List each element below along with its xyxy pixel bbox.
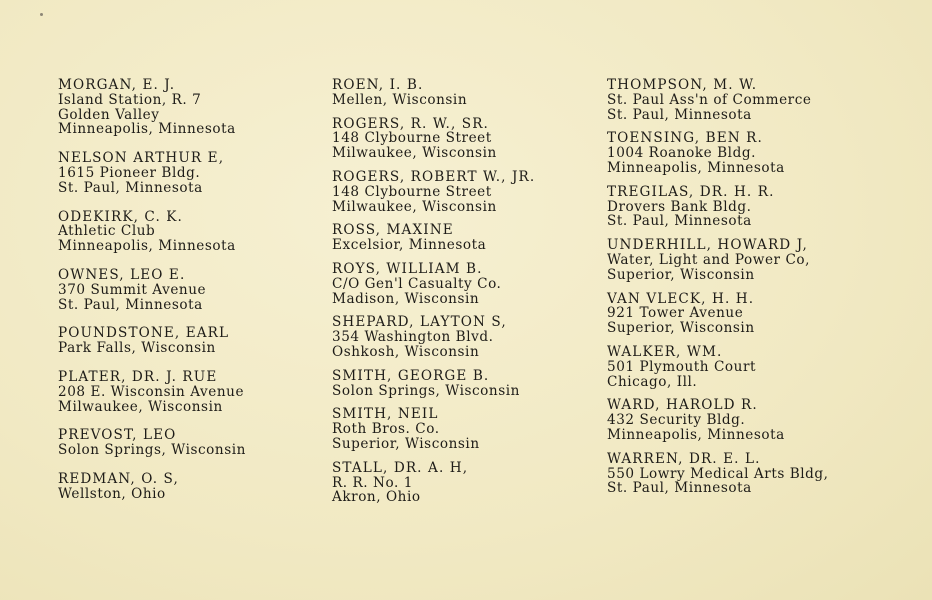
entry-name: REDMAN, O. S, xyxy=(58,470,179,487)
entry-address-line: 370 Summit Avenue xyxy=(58,281,207,298)
directory-entry xyxy=(58,326,246,356)
directory-entry xyxy=(607,185,829,229)
directory-entry xyxy=(607,78,829,122)
directory-entry xyxy=(607,345,829,389)
entry-address-line: St. Paul Ass'n of Commerce xyxy=(607,91,812,108)
entry-address-line: Mellen, Wisconsin xyxy=(332,91,468,108)
entry-address-line: St. Paul, Minnesota xyxy=(58,296,203,313)
entry-address-line: 354 Washington Blvd. xyxy=(332,329,494,346)
entry-address-line: St. Paul, Minnesota xyxy=(607,480,752,497)
entry-address-line: Milwaukee, Wisconsin xyxy=(332,198,497,215)
directory-entry xyxy=(332,262,535,306)
entry-address-line: Chicago, Ill. xyxy=(607,373,698,390)
entry-address-line: St. Paul, Minnesota xyxy=(607,106,752,123)
entry-address-line: 208 E. Wisconsin Avenue xyxy=(58,383,245,400)
entry-address-line: St. Paul, Minnesota xyxy=(607,213,752,230)
directory-entry xyxy=(332,315,535,359)
directory-column-1 xyxy=(58,78,246,516)
entry-name: POUNDSTONE, EARL xyxy=(58,325,230,342)
entry-address-line: Minneapolis, Minnesota xyxy=(58,121,236,138)
entry-name: ROGERS, ROBERT W., JR. xyxy=(332,168,536,185)
entry-address-line: Minneapolis, Minnesota xyxy=(607,159,785,176)
entry-address-line: Solon Springs, Wisconsin xyxy=(58,442,246,459)
entry-address-line: 148 Clybourne Street xyxy=(332,130,492,147)
entry-address-line: Superior, Wisconsin xyxy=(607,320,755,337)
entry-name: OWNES, LEO E. xyxy=(58,266,186,283)
directory-entry xyxy=(58,428,246,458)
entry-name: SHEPARD, LAYTON S, xyxy=(332,314,507,331)
directory-entry xyxy=(332,78,535,108)
entry-name: ROGERS, R. W., SR. xyxy=(332,115,489,132)
entry-name: ROSS, MAXINE xyxy=(332,222,454,239)
entry-address-line: Roth Bros. Co. xyxy=(332,421,440,438)
entry-name: PREVOST, LEO xyxy=(58,427,177,444)
entry-name: UNDERHILL, HOWARD J, xyxy=(607,237,808,254)
entry-address-line: C/O Gen'l Casualty Co. xyxy=(332,275,502,292)
directory-entry xyxy=(58,472,246,502)
directory-entry xyxy=(58,210,246,254)
entry-name: VAN VLECK, H. H. xyxy=(607,290,755,307)
entry-name: WARD, HAROLD R. xyxy=(607,397,758,414)
entry-address-line: 921 Tower Avenue xyxy=(607,305,744,322)
entry-address-line: Madison, Wisconsin xyxy=(332,290,480,307)
entry-name: TREGILAS, DR. H. R. xyxy=(607,183,775,200)
entry-name: WALKER, WM. xyxy=(607,343,723,360)
entry-address-line: Golden Valley xyxy=(58,106,160,123)
directory-entry xyxy=(332,369,535,399)
entry-address-line: Superior, Wisconsin xyxy=(332,435,480,452)
entry-name: SMITH, NEIL xyxy=(332,406,439,423)
entry-address-line: Water, Light and Power Co, xyxy=(607,251,811,268)
entry-address-line: Athletic Club xyxy=(58,223,156,240)
entry-name: SMITH, GEORGE B. xyxy=(332,367,490,384)
directory-entry xyxy=(332,461,535,505)
directory-entry xyxy=(58,78,246,137)
directory-column-3 xyxy=(607,78,829,505)
entry-address-line: Minneapolis, Minnesota xyxy=(607,426,785,443)
entry-address-line: Milwaukee, Wisconsin xyxy=(332,145,497,162)
directory-entry xyxy=(607,238,829,282)
entry-name: ROYS, WILLIAM B. xyxy=(332,260,483,277)
entry-address-line: Park Falls, Wisconsin xyxy=(58,340,216,357)
entry-address-line: Minneapolis, Minnesota xyxy=(58,238,236,255)
entry-name: WARREN, DR. E. L. xyxy=(607,450,761,467)
directory-entry xyxy=(58,151,246,195)
entry-address-line: 148 Clybourne Street xyxy=(332,183,492,200)
directory-entry xyxy=(607,292,829,336)
directory-entry xyxy=(58,268,246,312)
directory-entry xyxy=(332,407,535,451)
directory-entry xyxy=(332,117,535,161)
entry-address-line: Island Station, R. 7 xyxy=(58,91,202,108)
entry-name: STALL, DR. A. H, xyxy=(332,459,469,476)
entry-name: NELSON ARTHUR E, xyxy=(58,150,225,167)
entry-address-line: 432 Security Bldg. xyxy=(607,412,746,429)
entry-address-line: Drovers Bank Bldg. xyxy=(607,198,752,215)
entry-name: ROEN, I. B. xyxy=(332,77,424,93)
entry-address-line: Milwaukee, Wisconsin xyxy=(58,398,223,415)
directory-entry xyxy=(607,131,829,175)
directory-entry xyxy=(607,398,829,442)
directory-entry xyxy=(607,452,829,496)
directory-entry xyxy=(332,170,535,214)
entry-address-line: 501 Plymouth Court xyxy=(607,358,757,375)
entry-address-line: R. R. No. 1 xyxy=(332,474,413,491)
entry-address-line: Solon Springs, Wisconsin xyxy=(332,382,520,399)
entry-name: TOENSING, BEN R. xyxy=(607,130,763,147)
entry-name: PLATER, DR. J. RUE xyxy=(58,368,218,385)
entry-address-line: Akron, Ohio xyxy=(332,489,421,506)
entry-address-line: 1004 Roanoke Bldg. xyxy=(607,145,756,162)
entry-address-line: Wellston, Ohio xyxy=(58,485,166,502)
entry-address-line: Oshkosh, Wisconsin xyxy=(332,343,480,360)
entry-name: ODEKIRK, C. K. xyxy=(58,208,183,225)
paper-speck xyxy=(40,13,43,16)
entry-address-line: 550 Lowry Medical Arts Bldg, xyxy=(607,465,829,482)
directory-entry xyxy=(58,370,246,414)
entry-address-line: Excelsior, Minnesota xyxy=(332,237,487,254)
entry-address-line: Superior, Wisconsin xyxy=(607,266,755,283)
directory-column-2 xyxy=(332,78,535,514)
entry-name: MORGAN, E. J. xyxy=(58,77,176,93)
entry-address-line: St. Paul, Minnesota xyxy=(58,179,203,196)
entry-name: THOMPSON, M. W. xyxy=(607,77,758,93)
entry-address-line: 1615 Pioneer Bldg. xyxy=(58,164,201,181)
directory-entry xyxy=(332,223,535,253)
